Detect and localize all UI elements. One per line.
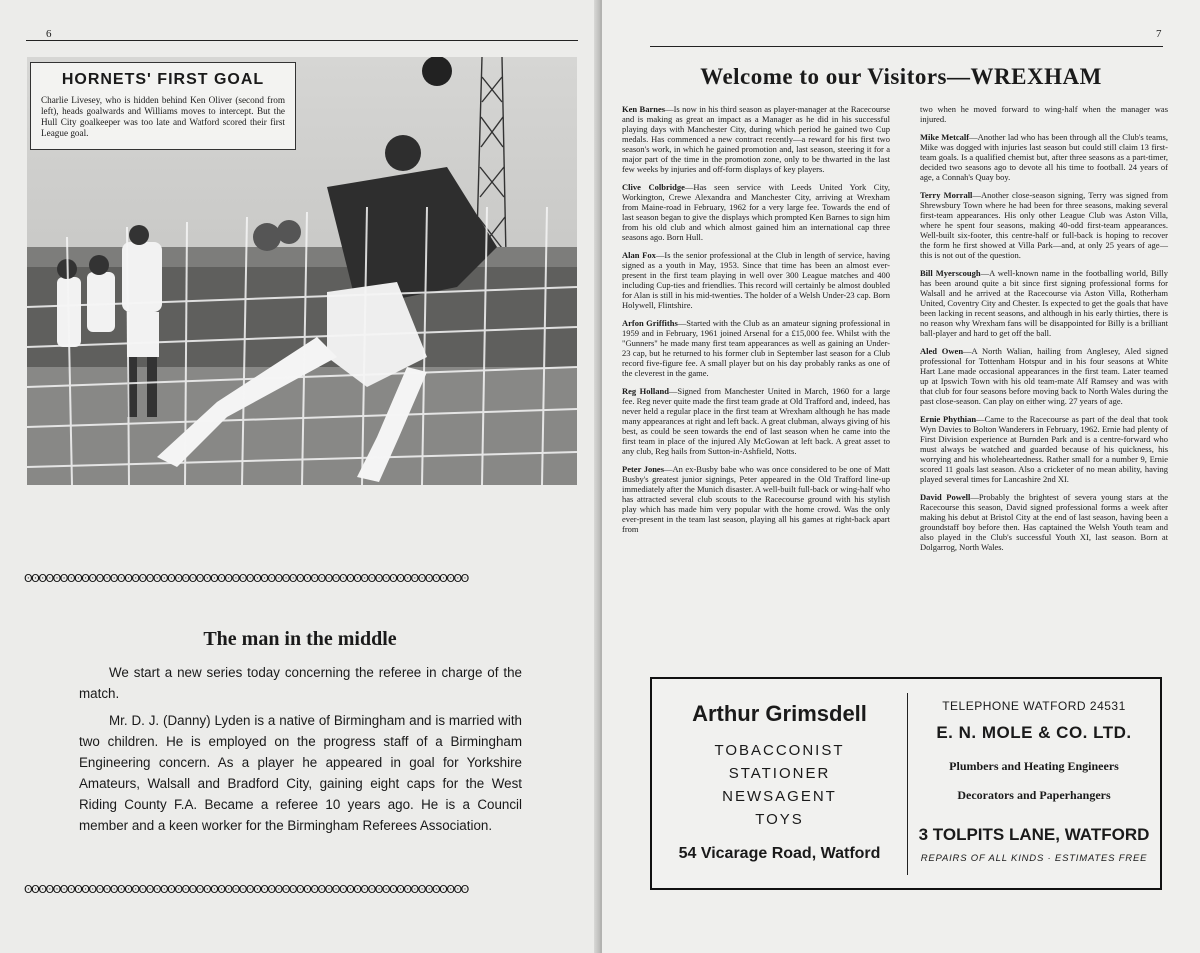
player-bio (622, 386, 890, 456)
player-name: Arfon Griffiths (622, 318, 678, 328)
player-text: —Another close-season signing, Terry was signed from Shrewsbury Town where he had been for three seasons, making several first-team appearances. His only other League Club was Aston Villa, where he spent four seasons, making 40-odd first-team appearances. Well-built six-footer, this centre-half or full-back is hoping to recover the form he first showed at Villa Park—and, at only 25 years of age—this is not out of the question. (920, 190, 1169, 260)
photo-caption-box (30, 62, 296, 150)
player-text: —A well-known name in the footballing world, Billy has been around quite a bit since first signing professional forms for Walsall and he arrived at the Racecourse via Aston Villa, Rotherham United, Coventry City and Chester. Is expected to get the goals that have been lacking in recent seasons, and although in his early thirties, there is no reason why Wrexham fans will be disappointed for Billy is a brilliant ball-player and hard to get off the ball. (920, 268, 1169, 338)
advert-service: Decorators and Paperhangers (957, 788, 1111, 802)
player-text: —Probably the brightest of severa young stars at the Racecourse this season, David signed professional forms a week after making his debut at Bristol City at the end of last season, having been a groundstaff boy before then. Has captained the Welsh Youth team and also played in the Club's successful Youth XI, last season. Born at Dolgarrog, North Wales. (920, 492, 1168, 552)
advert-tagline: REPAIRS OF ALL KINDS · ESTIMATES FREE (920, 853, 1148, 864)
article-paragraph: Mr. D. J. (Danny) Lyden is a native of Birmingham and is married with two children. He is employed on the progress staff of a Birmingham Engineering concern. As a player he appeared in goal for Yorkshire Amateurs, Walsall and Bradford City, gaining eight caps for the West Riding County F.A. Became a referee 10 years ago. He is a Council member and a keen worker for the Birmingham Referees Association. (79, 713, 522, 833)
player-text: two when he moved forward to wing-half when the manager was injured. (920, 104, 1168, 124)
decorative-border-bottom: ʘʘʘʘʘʘʘʘʘʘʘʘʘʘʘʘʘʘʘʘʘʘʘʘʘʘʘʘʘʘʘʘʘʘʘʘʘʘʘʘʘʘʘʘʘʘʘʘʘʘʘʘʘʘʘʘʘʘʘʘʘʘ (24, 884, 468, 896)
player-text: —An ex-Busby babe who was once considered to be one of Matt Busby's greatest junior signings, Peter appeared in the Old Trafford line-up immediately after the Munich disaster. A well-built full-back or wing-half who has attracted several club scouts to the Racecourse ground with his stylish play which has made him very popular with the home crowd. Was the only ever-present in the team last season, playing all his games at right-back apart from (622, 464, 890, 534)
player-name: Terry Morrall (920, 190, 973, 200)
player-bio (622, 182, 890, 242)
advert-telephone: TELEPHONE WATFORD 24531 (942, 699, 1126, 713)
caption-text: Charlie Livesey, who is hidden behind Ken Oliver (second from left), heads goalwards and Williams moves to intercept. But the Hull City goalkeeper was too late and Watford scored their first League goal. (41, 95, 285, 138)
player-bio (622, 318, 890, 378)
advert-company-name: E. N. MOLE & CO. LTD. (936, 723, 1132, 742)
advert-service: Plumbers and Heating Engineers (949, 759, 1119, 773)
advert-grimsdell (652, 679, 907, 863)
player-bio (920, 132, 1168, 182)
decorative-border-top: ʘʘʘʘʘʘʘʘʘʘʘʘʘʘʘʘʘʘʘʘʘʘʘʘʘʘʘʘʘʘʘʘʘʘʘʘʘʘʘʘʘʘʘʘʘʘʘʘʘʘʘʘʘʘʘʘʘʘʘʘʘʘ (24, 573, 468, 585)
player-text: —Signed from Manchester United in March, 1960 for a large fee. Reg never quite made the first team grade at Old Trafford and, indeed, has never held a regular place in the first team at Wrexham although he has made many appearances at right and left back. A great clubman, always giving of his best, as could be seen towards the end of last season when he came into the first team in place of the injured Aly McGowan at left back. A great asset to any club, Reg hails from Sutton-in-Ashfield, Notts. (622, 386, 890, 456)
player-bio (920, 346, 1168, 406)
article-title: The man in the middle (203, 628, 397, 650)
player-text: —Started with the Club as an amateur signing professional in 1959 and in February, 1961 joined Arsenal for a £15,000 fee. Whilst with the "Gunners" he made many first team appearances as well as gaining an Under-23 cap, but he returned to his former club in September last season for a Club record five-figure fee. A small player but on his day probably ranks as one of the cleverest in the game. (622, 318, 890, 378)
advert-trade: TOYS (755, 811, 804, 828)
advert-trade: TOBACCONIST (714, 742, 845, 759)
player-column-2 (920, 104, 1168, 560)
player-bio (920, 492, 1168, 552)
advert-trade: STATIONER (728, 765, 831, 782)
player-column-1 (622, 104, 890, 542)
advertisement-box (650, 677, 1162, 890)
header-rule (26, 40, 578, 41)
article-paragraph: We start a new series today concerning the referee in charge of the match. (79, 665, 522, 701)
player-bio (920, 414, 1168, 484)
player-name: Ken Barnes (622, 104, 666, 114)
player-name: Reg Holland (622, 386, 669, 396)
player-name: Bill Myerscough (920, 268, 981, 278)
advert-address: 54 Vicarage Road, Watford (678, 845, 881, 862)
player-name: Alan Fox (622, 250, 656, 260)
advert-business-name: Arthur Grimsdell (692, 701, 867, 726)
article-body (79, 662, 522, 842)
advert-address: 3 TOLPITS LANE, WATFORD (918, 825, 1150, 844)
player-name: Mike Metcalf (920, 132, 970, 142)
player-name: Aled Owen (920, 346, 964, 356)
right-page (602, 0, 1200, 953)
player-name: David Powell (920, 492, 971, 502)
player-text: —Is now in his third season as player-manager at the Racecourse and is making as great an impact as a Manager as he did in his successful playing days with Manchester City, during which period he gained two Cup medals. Has commenced a new contract recently—a reward for his first two season's work, in which he gained promotion and, last season, steering it for a major part of the time in the promotion zone, only to be thwarted in the last few weeks by injuries and off-form displays of key players. (622, 104, 890, 174)
player-name: Peter Jones (622, 464, 665, 474)
player-text: —Has seen service with Leeds United York City, Workington, Crewe Alexandra and Manchester City, arriving at Wrexham from Maine-road in February, 1962 for a very large fee. Towards the end of last season began to give the displays which prompted Ken Barnes to sign him from his old club and which almost gained him an international cap three seasons ago. Born Hull. (622, 182, 891, 242)
player-bio (622, 104, 890, 174)
player-text: —A North Walian, hailing from Anglesey, Aled signed professional for Tottenham Hotspur and in his four seasons at White Hart Lane made occasional appearances in the first team. Later teamed up at Ipswich Town with his old team-mate Alf Ramsey and was with that club for four seasons before moving back to North Wales during the past close-season. Can play on either wing. 27 years of age. (920, 346, 1168, 406)
player-text: —Came to the Racecourse as part of the deal that took Wyn Davies to Bolton Wanderers in February, 1962. Ernie had plenty of First Division experience at Burnden Park and is a centre-forward who must always be watched and guarded because of his quickness, his worrying and his wholeheartedness. Rather small for a number 9, Ernie scored 11 goals last season. Also a cricketer of no mean ability, having played several times for Lancashire 2nd XI. (920, 414, 1168, 484)
welcome-title: Welcome to our Visitors—WREXHAM (700, 64, 1102, 89)
player-name: Ernie Phythian (920, 414, 977, 424)
player-bio (622, 464, 890, 534)
advert-mole (908, 679, 1160, 864)
player-bio (622, 250, 890, 310)
player-text: —Another lad who has been through all the Club's teams, Mike was dogged with injuries last season but could still claim 13 first-team goals. Is a qualified chemist but, after three seasons as a part-timer, decided two seasons ago to devote all his time to football. 24 years of age, a Connah's Quay boy. (920, 132, 1168, 182)
player-bio (920, 268, 1168, 338)
player-bio (920, 190, 1168, 260)
advert-trades (652, 739, 907, 831)
player-name: Clive Colbridge (622, 182, 685, 192)
advert-trade: NEWSAGENT (722, 788, 837, 805)
page-number: 7 (1156, 28, 1162, 40)
player-text: —Is the senior professional at the Club in length of service, having signed as a youth in May, 1953. Since that time has been an almost ever-present in the first team playing in well over 300 League matches and 400 including Cup-ties and friendlies. This record will certainly be almost doubled for Alan is still in his mid-twenties. The holder of a Welsh Under-23 cap. Born Holywell, Flintshire. (622, 250, 891, 310)
header-rule (650, 46, 1163, 47)
caption-title: HORNETS' FIRST GOAL (61, 71, 265, 88)
page-number: 6 (46, 28, 52, 40)
player-bio (920, 104, 1168, 124)
